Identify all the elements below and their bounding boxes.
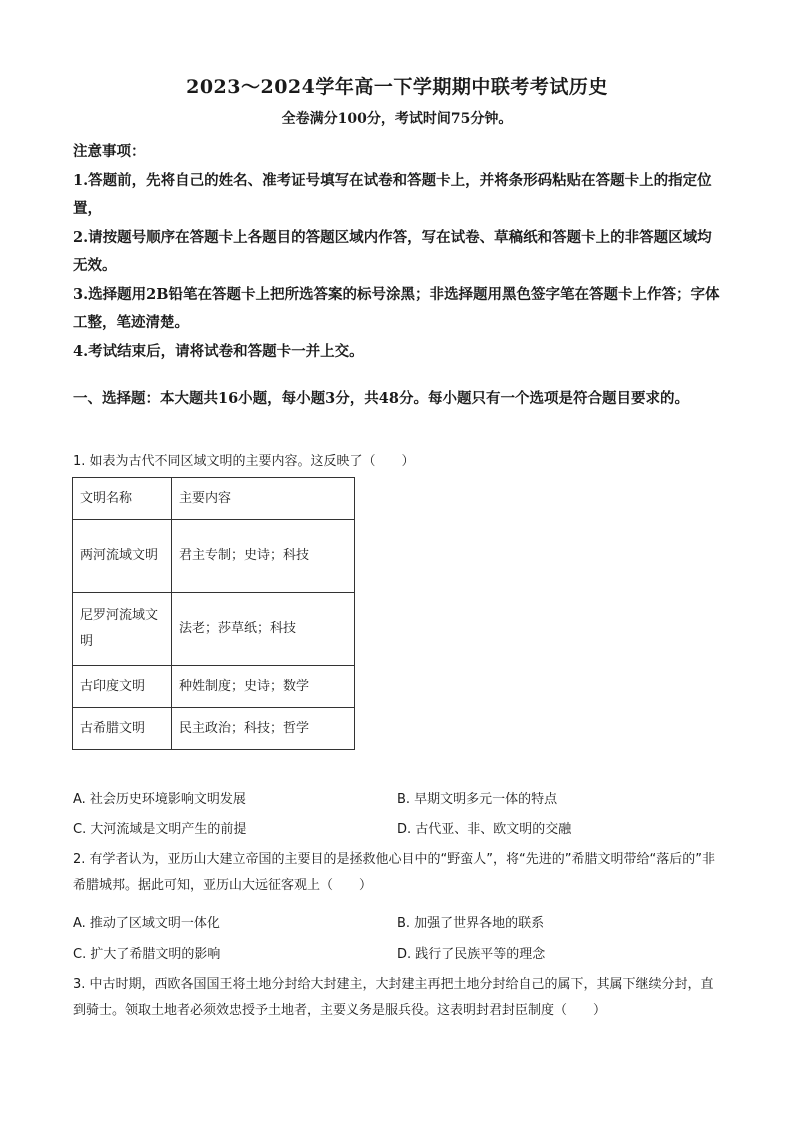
table-cell: 尼罗河流域文明 [73,593,172,666]
notes-heading: 注意事项： [73,143,146,160]
note-item: 3.选择题用2B铅笔在答题卡上把所选答案的标号涂黑；非选择题用黑色签字笔在答题卡上作答；字体工整，笔迹清楚。 [73,285,720,331]
table-cell: 两河流域文明 [73,520,172,593]
question-2-stem: 2. 有学者认为，亚历山大建立帝国的主要目的是拯救他心目中的“野蛮人”，将“先进的”希腊文明带给“落后的”非希腊城邦。据此可知，亚历山大远征客观上（ ） [73,852,715,893]
question-1-options-row [73,818,725,842]
table-cell: 法老；莎草纸；科技 [172,593,355,666]
question-1-stem: 1. 如表为古代不同区域文明的主要内容。这反映了（ ） [73,454,415,469]
option-a[interactable]: A. 推动了区域文明一体化 [73,916,220,931]
option-b[interactable]: B. 早期文明多元一体的特点 [397,792,558,807]
table-cell: 君主专制；史诗；科技 [172,520,355,593]
civilization-table [72,477,355,750]
exam-title: 2023～2024学年高一下学期期中联考考试历史 [186,76,608,98]
note-item: 4.考试结束后，请将试卷和答题卡一并上交。 [73,342,364,360]
exam-subtitle: 全卷满分100分，考试时间75分钟。 [281,111,513,127]
option-b[interactable]: B. 加强了世界各地的联系 [397,916,545,931]
question-2-options-row [73,912,725,936]
option-a[interactable]: A. 社会历史环境影响文明发展 [73,792,246,807]
table-header-cell: 主要内容 [172,478,355,520]
option-c[interactable]: C. 扩大了希腊文明的影响 [73,947,221,962]
question-2-options-row [73,943,725,967]
notes-block [73,138,725,366]
option-d[interactable]: D. 践行了民族平等的理念 [397,947,546,962]
question-3-stem: 3. 中古时期，西欧各国国王将土地分封给大封建主，大封建主再把土地分封给自己的属下，其属下继续分封，直到骑士。领取土地者必须效忠授予土地者，主要义务是服兵役。这表明封君封臣制度（ ） [73,977,714,1018]
option-d[interactable]: D. 古代亚、非、欧文明的交融 [397,822,572,837]
table-header-row [73,478,355,520]
table-cell: 种姓制度；史诗；数学 [172,666,355,708]
table-row [73,666,355,708]
table-cell: 民主政治；科技；哲学 [172,708,355,750]
note-item: 2.请按题号顺序在答题卡上各题目的答题区域内作答，写在试卷、草稿纸和答题卡上的非答题区域均无效。 [73,228,712,274]
table-row [73,708,355,750]
table-cell: 古希腊文明 [73,708,172,750]
table-row [73,520,355,593]
question-1-options-row [73,788,725,812]
table-row [73,593,355,666]
table-header-cell: 文明名称 [73,478,172,520]
note-item: 1.答题前，先将自己的姓名、准考证号填写在试卷和答题卡上，并将条形码粘贴在答题卡上的指定位置， [73,171,712,217]
section-heading: 一、选择题：本大题共16小题，每小题3分，共48分。每小题只有一个选项是符合题目要求的。 [73,390,689,407]
option-c[interactable]: C. 大河流域是文明产生的前提 [73,822,247,837]
table-cell: 古印度文明 [73,666,172,708]
